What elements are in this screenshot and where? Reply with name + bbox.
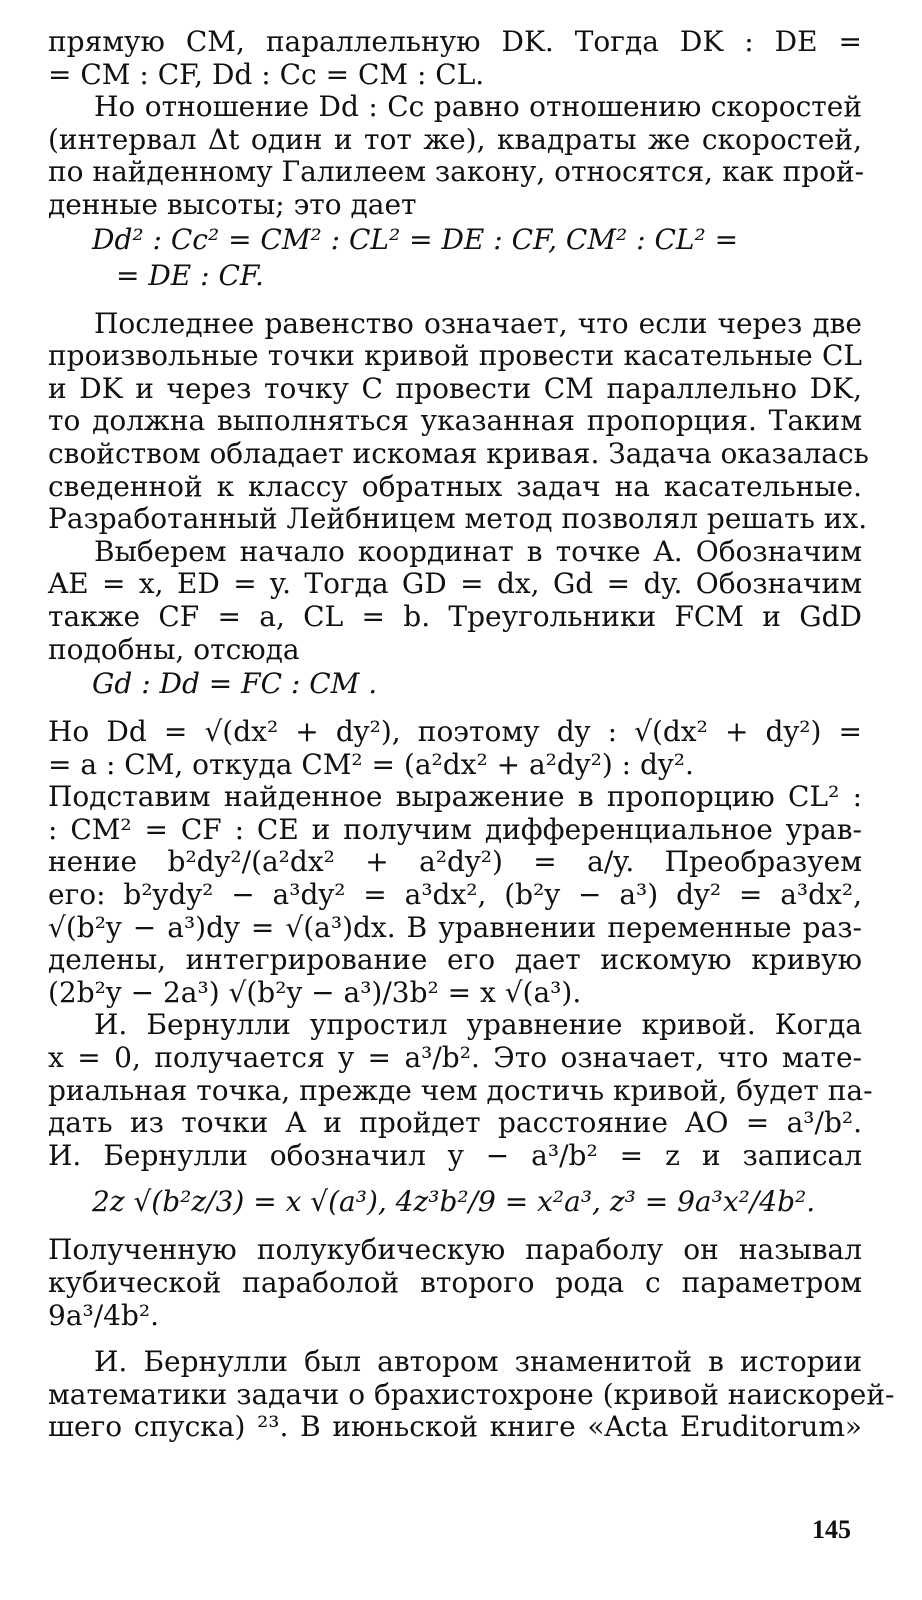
text-line: дать из точки A и пройдет расстояние AO = a³/b². bbox=[48, 1106, 862, 1140]
text-line: 9a³/4b². bbox=[48, 1298, 160, 1332]
text-line: сведенной к классу обратных задач на касательные. bbox=[48, 469, 862, 503]
text-line: и DK и через точку C провести CM параллельно DK, bbox=[48, 371, 862, 405]
text-line: Подставим найденное выражение в пропорцию CL² : bbox=[48, 780, 862, 814]
text-line: нение b²dy²/(a²dx² + a²dy²) = a/y. Преобразуем bbox=[48, 845, 862, 879]
formula-line: = DE : CF. bbox=[116, 258, 264, 292]
text-line: кубической параболой второго рода с параметром bbox=[48, 1266, 862, 1299]
text-line: также CF = a, CL = b. Треугольники FCM и GdD bbox=[48, 599, 862, 633]
text-line: Но Dd = √(dx² + dy²), поэтому dy : √(dx² + dy²) = bbox=[48, 715, 862, 749]
text-line: = a : CM, откуда CM² = (a²dx² + a²dy²) : dy². bbox=[48, 747, 694, 781]
text-line: x = 0, получается y = a³/b². Это означает, что мате- bbox=[48, 1041, 862, 1075]
text-line: (2b²y − 2a³) √(b²y − a³)/3b² = x √(a³). bbox=[48, 975, 582, 1009]
paragraph-first-line: Выберем начало координат в точке A. Обозначим bbox=[94, 534, 862, 568]
text-line: то должна выполняться указанная пропорция. Таким bbox=[48, 404, 862, 438]
text-line: подобны, отсюда bbox=[48, 632, 300, 666]
page-number: 145 bbox=[812, 1515, 851, 1544]
formula-line: 2z √(b²z/3) = x √(a³), 4z³b²/9 = x²a³, z³ = 9a³x²/4b². bbox=[92, 1185, 816, 1219]
text-line: его: b²ydy² − a³dy² = a³dx², (b²y − a³) dy² = a³dx², bbox=[48, 878, 862, 912]
text-line: произвольные точки кривой провести касательные CL bbox=[48, 339, 862, 373]
paragraph-first-line: И. Бернулли упростил уравнение кривой. Когда bbox=[94, 1008, 862, 1042]
text-line: Полученную полукубическую параболу он называл bbox=[48, 1233, 862, 1267]
text-line: шего спуска) ²³. В июньской книге «Acta Eruditorum» bbox=[48, 1410, 862, 1444]
text-line: риальная точка, прежде чем достичь кривой, будет па- bbox=[48, 1073, 873, 1107]
text-line: (интервал Δt один и тот же), квадраты же скоростей, bbox=[48, 122, 862, 156]
formula-line: Dd² : Cc² = CM² : CL² = DE : CF, CM² : CL² = bbox=[92, 222, 739, 256]
text-line: математики задачи о брахистохроне (кривой наискорей- bbox=[48, 1377, 895, 1411]
text-line: денные высоты; это дает bbox=[48, 187, 417, 221]
text-line: свойством обладает искомая кривая. Задача оказалась bbox=[48, 436, 869, 470]
text-body bbox=[48, 25, 895, 1444]
paragraph-first-line: Последнее равенство означает, что если через две bbox=[94, 306, 862, 340]
paragraph-first-line: Но отношение Dd : Cc равно отношению скоростей bbox=[94, 90, 862, 124]
text-line: И. Бернулли обозначил y − a³/b² = z и записал bbox=[48, 1138, 862, 1172]
text-line: Разработанный Лейбницем метод позволял решать их. bbox=[48, 502, 868, 536]
text-line: AE = x, ED = y. Тогда GD = dx, Gd = dy. Обозначим bbox=[48, 567, 862, 601]
text-line: √(b²y − a³)dy = √(a³)dx. В уравнении переменные раз- bbox=[48, 910, 862, 944]
formula-line: Gd : Dd = FC : CM . bbox=[92, 667, 378, 701]
text-line: по найденному Галилеем закону, относятся, как прой- bbox=[48, 155, 865, 189]
paragraph-first-line: И. Бернулли был автором знаменитой в истории bbox=[94, 1345, 862, 1379]
text-line: прямую CM, параллельную DK. Тогда DK : DE = bbox=[48, 25, 862, 58]
text-line: : CM² = CF : CE и получим дифференциальное урав- bbox=[48, 812, 862, 846]
text-line: = CM : CF, Dd : Cc = CM : CL. bbox=[48, 57, 485, 91]
text-line: делены, интегрирование его дает искомую кривую bbox=[48, 943, 862, 977]
